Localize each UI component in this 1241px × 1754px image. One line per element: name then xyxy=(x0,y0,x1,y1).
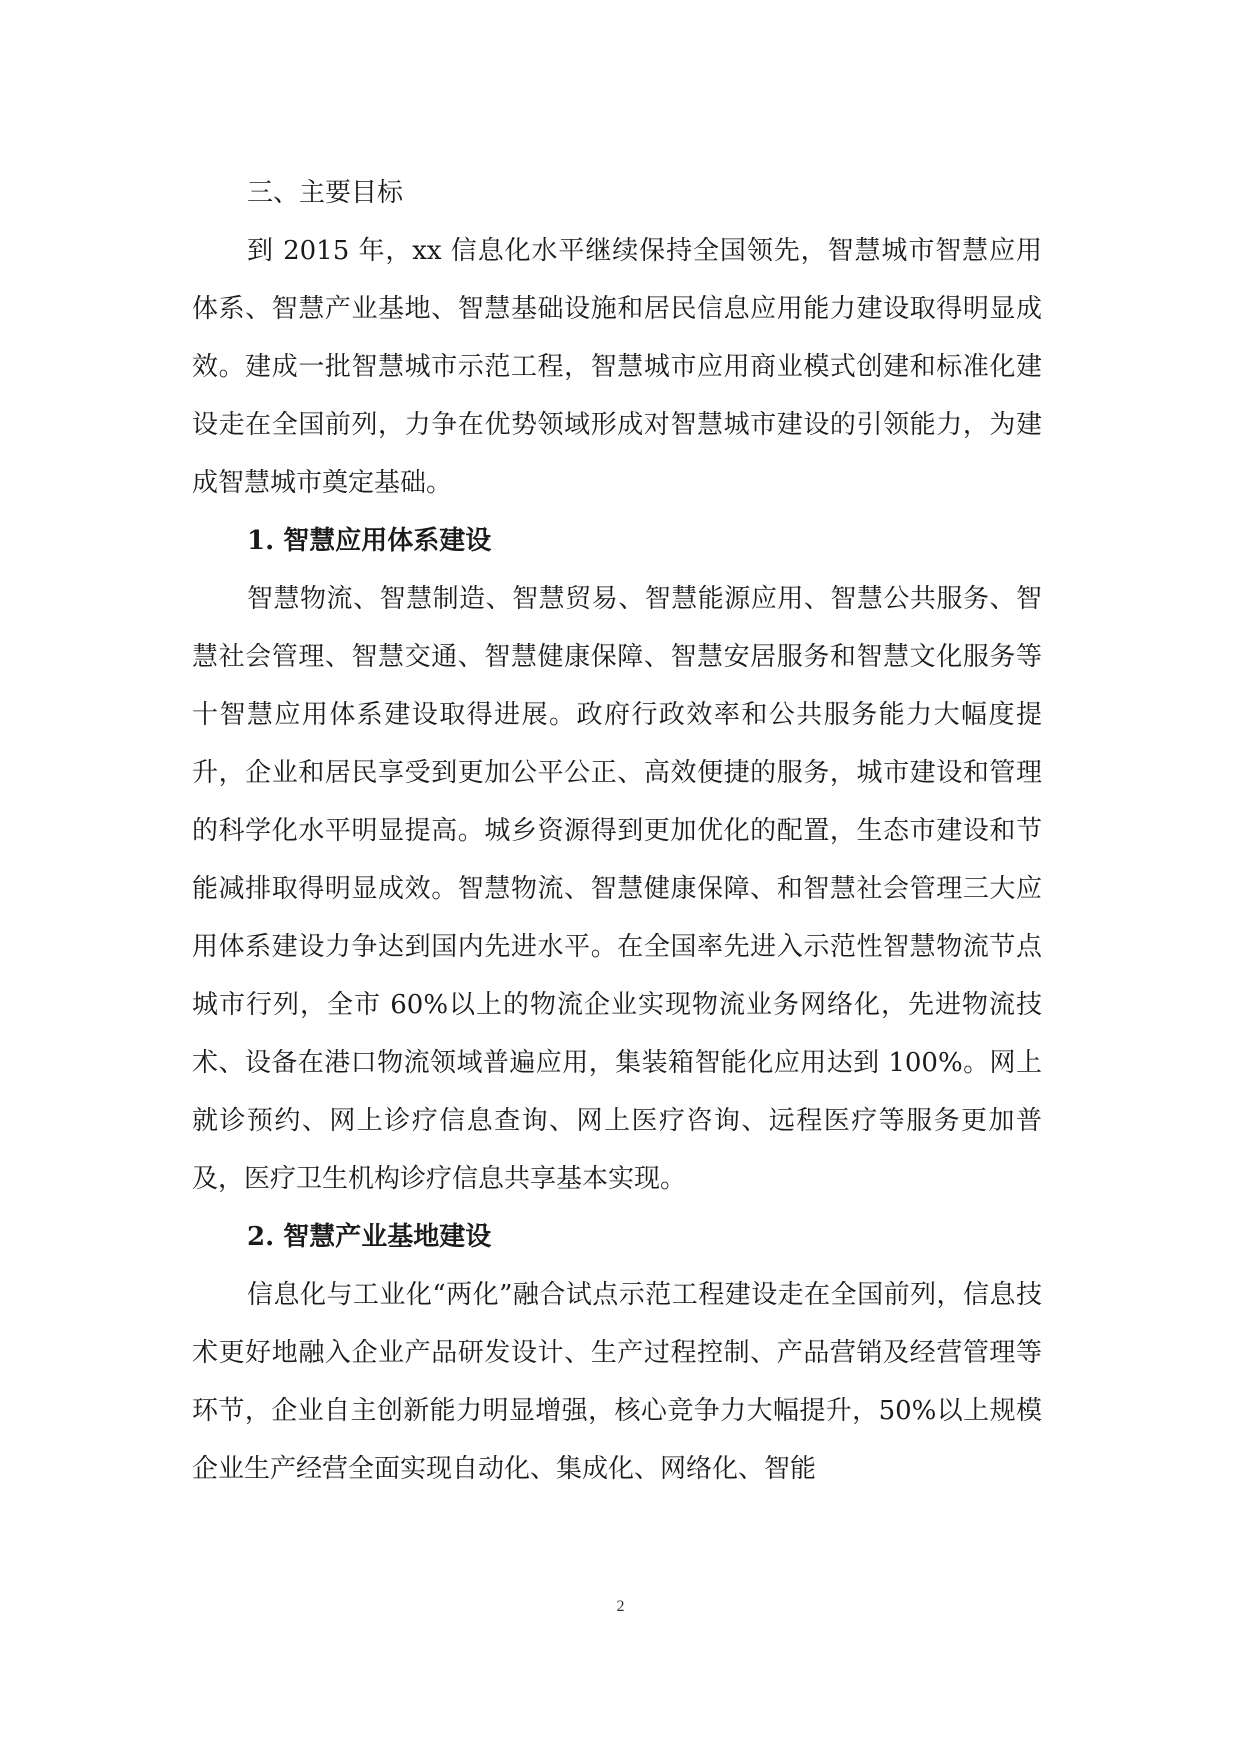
subsection-body-smart-applications: 智慧物流、智慧制造、智慧贸易、智慧能源应用、智慧公共服务、智慧社会管理、智慧交通、智慧健康保障、智慧安居服务和智慧文化服务等十智慧应用体系建设取得进展。政府行政效率和公共服务能力大幅度提升，企业和居民享受到更加公平公正、高效便捷的服务，城市建设和管理的科学化水平明显提高。城乡资源得到更加优化的配置，生态市建设和节能减排取得明显成效。智慧物流、智慧健康保障、和智慧社会管理三大应用体系建设力争达到国内先进水平。在全国率先进入示范性智慧物流节点城市行列，全市 60%以上的物流企业实现物流业务网络化，先进物流技术、设备在港口物流领域普遍应用，集装箱智能化应用达到 100%。网上就诊预约、网上诊疗信息查询、网上医疗咨询、远程医疗等服务更加普及，医疗卫生机构诊疗信息共享基本实现。 xyxy=(192,584,1042,1194)
subsection-body-smart-industry-base: 信息化与工业化“两化”融合试点示范工程建设走在全国前列，信息技术更好地融入企业产品研发设计、生产过程控制、产品营销及经营管理等环节，企业自主创新能力明显增强，核心竞争力大幅提升，50%以上规模企业生产经营全面实现自动化、集成化、网络化、智能 xyxy=(192,1280,1042,1484)
subsection-title-smart-applications: 1. 智慧应用体系建设 xyxy=(247,526,492,556)
section-title: 三、主要目标 xyxy=(247,178,404,208)
page-content xyxy=(192,164,1042,1498)
subsection-title-smart-industry-base: 2. 智慧产业基地建设 xyxy=(247,1222,492,1252)
page-number: 2 xyxy=(616,1598,625,1615)
section-intro-paragraph: 到 2015 年，xx 信息化水平继续保持全国领先，智慧城市智慧应用体系、智慧产业基地、智慧基础设施和居民信息应用能力建设取得明显成效。建成一批智慧城市示范工程，智慧城市应用商业模式创建和标准化建设走在全国前列，力争在优势领域形成对智慧城市建设的引领能力，为建成智慧城市奠定基础。 xyxy=(192,236,1042,498)
